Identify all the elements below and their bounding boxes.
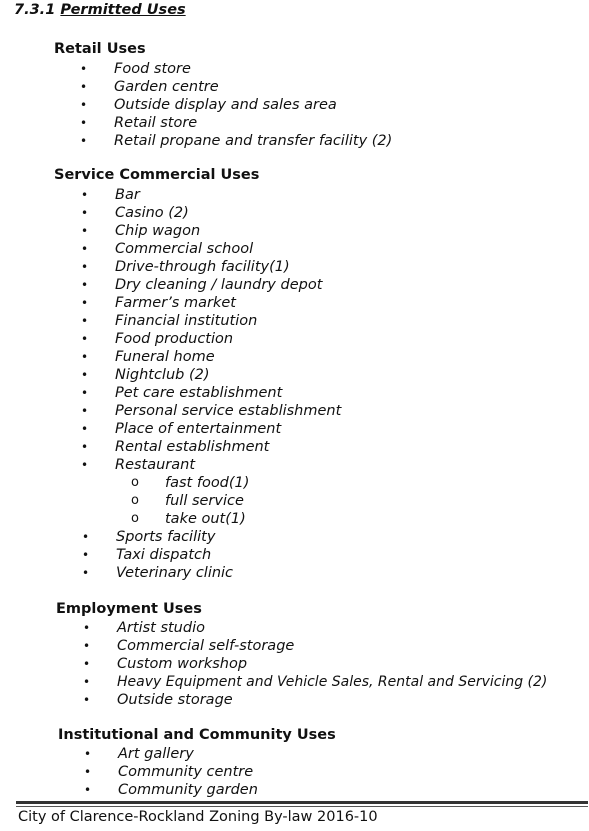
employment-uses-list <box>83 619 548 709</box>
bullet-icon: • <box>81 368 89 382</box>
list-item: o fast food(1) <box>131 475 250 491</box>
list-item: • Place of entertainment <box>81 421 282 437</box>
list-item: • Casino (2) <box>81 205 189 221</box>
list-item: • Commercial school <box>81 241 254 257</box>
bullet-icon: • <box>81 458 89 472</box>
list-item: • Taxi dispatch <box>82 547 212 563</box>
list-item: • Farmer’s market <box>81 295 236 311</box>
bullet-icon: • <box>83 675 91 689</box>
list-item: • Rental establishment <box>81 439 270 455</box>
bullet-icon: • <box>81 206 89 220</box>
bullet-icon: • <box>83 621 91 635</box>
bullet-icon: • <box>82 566 90 580</box>
list-item: • Personal service establishment <box>81 403 342 419</box>
bullet-icon: • <box>80 116 88 130</box>
list-item: • Artist studio <box>83 620 205 636</box>
list-item: • Garden centre <box>80 79 219 95</box>
list-item: • Funeral home <box>81 349 215 365</box>
bullet-icon: • <box>81 422 89 436</box>
institutional-community-uses-list <box>84 745 258 799</box>
service-commercial-uses-title: Service Commercial Uses <box>54 167 260 183</box>
bullet-icon: • <box>81 224 89 238</box>
bullet-icon: • <box>83 657 91 671</box>
bullet-icon: • <box>81 278 89 292</box>
list-item: • Art gallery <box>84 746 194 762</box>
employment-uses-title: Employment Uses <box>56 601 202 617</box>
bullet-icon: • <box>82 548 90 562</box>
bullet-icon: • <box>84 747 92 761</box>
list-item: o full service <box>131 493 244 509</box>
bullet-icon: • <box>82 530 90 544</box>
bullet-icon: • <box>83 693 91 707</box>
retail-uses-title: Retail Uses <box>54 41 146 57</box>
list-item: • Food production <box>81 331 234 347</box>
list-item: o take out(1) <box>131 511 246 527</box>
list-item: • Custom workshop <box>83 656 248 672</box>
circle-bullet-icon: o <box>131 475 139 490</box>
list-item: • Outside display and sales area <box>80 97 337 113</box>
list-item: • Retail propane and transfer facility (2) <box>80 133 393 149</box>
bullet-icon: • <box>80 134 88 148</box>
list-item: • Pet care establishment <box>81 385 283 401</box>
list-item: • Sports facility <box>82 529 216 545</box>
list-item: • Nightclub (2) <box>81 367 210 383</box>
list-item: • Community garden <box>84 782 258 798</box>
bullet-icon: • <box>80 62 88 76</box>
bullet-icon: • <box>80 98 88 112</box>
list-item: • Chip wagon <box>81 223 201 239</box>
list-item: • Veterinary clinic <box>82 565 234 581</box>
list-item: • Retail store <box>80 115 198 131</box>
list-item: • Outside storage <box>83 692 233 708</box>
section-heading <box>14 2 186 18</box>
section-number: 7.3.1 <box>14 2 56 18</box>
list-item: • Community centre <box>84 764 254 780</box>
section-title: Permitted Uses <box>60 2 186 18</box>
footer-rule-thick <box>16 801 588 804</box>
list-item: • Restaurant <box>81 457 196 473</box>
circle-bullet-icon: o <box>131 493 139 508</box>
bullet-icon: • <box>81 188 89 202</box>
bullet-icon: • <box>84 765 92 779</box>
bullet-icon: • <box>81 350 89 364</box>
list-item: • Drive-through facility(1) <box>81 259 290 275</box>
list-item: • Commercial self-storage <box>83 638 295 654</box>
circle-bullet-icon: o <box>131 511 139 526</box>
institutional-community-uses-title: Institutional and Community Uses <box>58 727 336 743</box>
bullet-icon: • <box>81 404 89 418</box>
list-item: • Heavy Equipment and Vehicle Sales, Rental and Servicing (2) <box>83 674 548 690</box>
bullet-icon: • <box>83 639 91 653</box>
footer-rule-thin <box>16 806 588 807</box>
list-item: • Food store <box>80 61 191 77</box>
bullet-icon: • <box>81 386 89 400</box>
list-item: • Financial institution <box>81 313 258 329</box>
list-item: • Dry cleaning / laundry depot <box>81 277 323 293</box>
service-commercial-uses-list-cont <box>82 528 234 582</box>
list-item: • Bar <box>81 187 140 203</box>
retail-uses-list <box>80 60 393 150</box>
bullet-icon: • <box>81 260 89 274</box>
bullet-icon: • <box>84 783 92 797</box>
service-commercial-uses-list <box>81 186 342 474</box>
bullet-icon: • <box>80 80 88 94</box>
bullet-icon: • <box>81 242 89 256</box>
bullet-icon: • <box>81 314 89 328</box>
bullet-icon: • <box>81 332 89 346</box>
page-footer: City of Clarence-Rockland Zoning By-law 2016-10 <box>18 809 378 825</box>
bullet-icon: • <box>81 296 89 310</box>
bullet-icon: • <box>81 440 89 454</box>
restaurant-sub-list <box>115 474 249 528</box>
